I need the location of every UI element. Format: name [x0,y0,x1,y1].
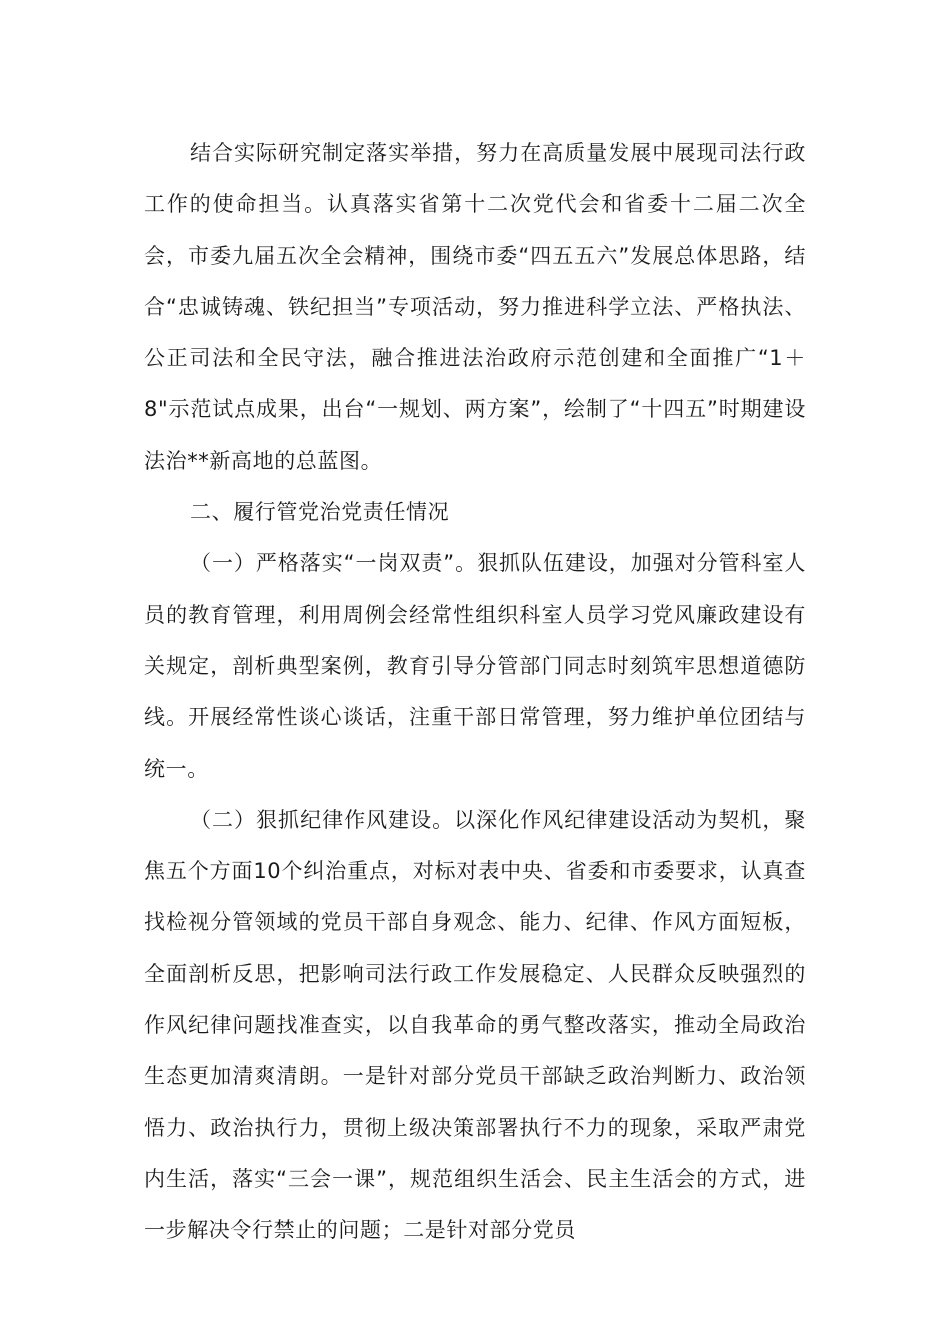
paragraph-item-2: （二）狠抓纪律作风建设。以深化作风纪律建设活动为契机，聚焦五个方面10个纠治重点，对标对表中央、省委和市委要求，认真查找检视分管领域的党员干部自身观念、能力、纪律、作风方面短板，全面剖析反思，把影响司法行政工作发展稳定、人民群众反映强烈的作风纪律问题找准查实，以自我革命的勇气整改落实，推动全局政治生态更加清爽清朗。一是针对部分党员干部缺乏政治判断力、政治领悟力、政治执行力，贯彻上级决策部署执行不力的现象，采取严肃党内生活，落实“三会一课”，规范组织生活会、民主生活会的方式，进一步解决令行禁止的问题；二是针对部分党员 [144,807,806,1243]
paragraph-item-1: （一）严格落实“一岗双责”。狠抓队伍建设，加强对分管科室人员的教育管理，利用周例会经常性组织科室人员学习党风廉政建设有关规定，剖析典型案例，教育引导分管部门同志时刻筑牢思想道德防线。开展经常性谈心谈话，注重干部日常管理，努力维护单位团结与统一。 [144,551,806,781]
document-body [144,128,806,1257]
paragraph-intro: 结合实际研究制定落实举措，努力在高质量发展中展现司法行政工作的使命担当。认真落实省第十二次党代会和省委十二届二次全会，市委九届五次全会精神，围绕市委“四五五六”发展总体思路，结合“忠诚铸魂、铁纪担当”专项活动，努力推进科学立法、严格执法、公正司法和全民守法，融合推进法治政府示范创建和全面推广“1＋8"示范试点成果，出台“一规划、两方案”，绘制了“十四五”时期建设法治**新高地的总蓝图。 [144,141,806,473]
section-heading: 二、履行管党治党责任情况 [190,500,450,525]
